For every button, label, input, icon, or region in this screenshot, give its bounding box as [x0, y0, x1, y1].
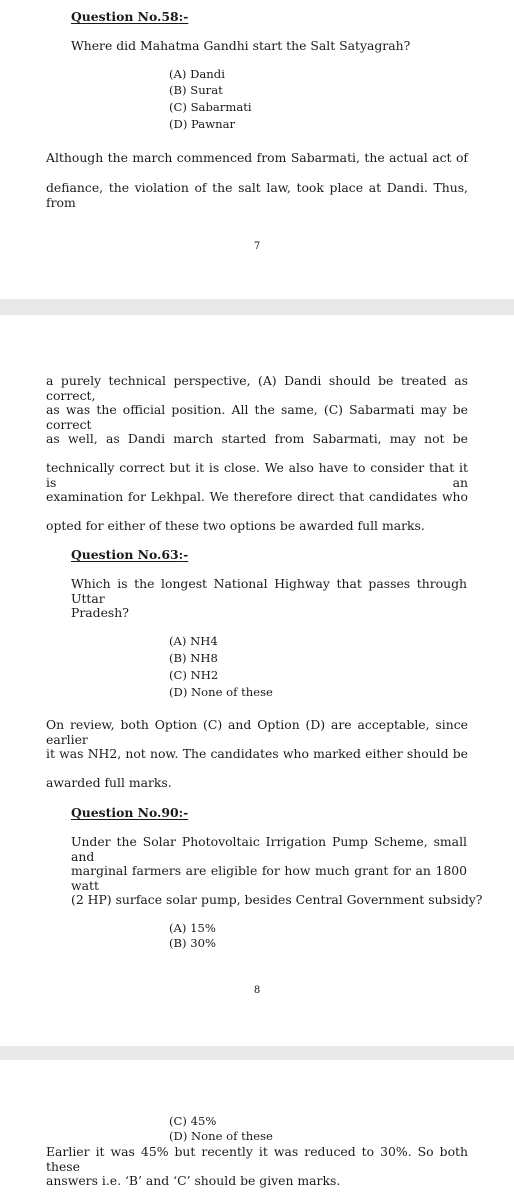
question-90-option-b: (B) 30%: [169, 936, 217, 950]
document-page-7: [0, 0, 514, 299]
question-58-explanation-line-2: defiance, the violation of the salt law, took place at Dandi. Thus, from: [46, 180, 468, 210]
question-58-continued-line-3: as well, as Dandi march started from Sabarmati, may not be: [46, 431, 468, 446]
question-58-continued-line-2: as was the official position. All the same, (C) Sabarmati may be correct: [46, 402, 468, 432]
question-58-option-d: (D) Pawnar: [169, 117, 236, 131]
question-90-heading: Question No.90:-: [71, 805, 189, 820]
question-58-continued-line-1: a purely technical perspective, (A) Dandi should be treated as correct,: [46, 373, 468, 403]
question-90-option-d: (D) None of these: [169, 1129, 273, 1143]
question-58-explanation-line-1: Although the march commenced from Sabarmati, the actual act of: [46, 150, 468, 165]
question-63-text-line-2: Pradesh?: [71, 605, 129, 620]
question-90-text-line-1: Under the Solar Photovoltaic Irrigation Pump Scheme, small and: [71, 834, 467, 864]
question-63-option-b: (B) NH8: [169, 651, 218, 665]
question-58-option-a: (A) Dandi: [169, 67, 225, 81]
page-number: 8: [253, 985, 261, 996]
question-63-explanation-line-2: it was NH2, not now. The candidates who marked either should be: [46, 746, 468, 761]
question-58-option-c: (C) Sabarmati: [169, 100, 252, 114]
question-58-continued-line-4: technically correct but it is close. We also have to consider that it is an: [46, 460, 468, 490]
document-page-8: [0, 315, 514, 1046]
question-63-text-line-1: Which is the longest National Highway that passes through Uttar: [71, 576, 467, 606]
question-63-heading: Question No.63:-: [71, 547, 189, 562]
question-90-text-line-3: (2 HP) surface solar pump, besides Central Government subsidy?: [71, 892, 483, 907]
question-63-option-c: (C) NH2: [169, 668, 219, 682]
question-90-text-line-2: marginal farmers are eligible for how much grant for an 1800 watt: [71, 863, 467, 893]
question-90-option-c: (C) 45%: [169, 1114, 217, 1128]
question-63-explanation-line-3: awarded full marks.: [46, 775, 172, 790]
question-63-explanation-line-1: On review, both Option (C) and Option (D) are acceptable, since earlier: [46, 717, 468, 747]
question-90-explanation-line-2: answers i.e. ‘B’ and ‘C’ should be given marks.: [46, 1173, 341, 1188]
question-63-option-d: (D) None of these: [169, 685, 273, 699]
page-number: 7: [253, 241, 261, 252]
question-58-continued-line-6: opted for either of these two options be awarded full marks.: [46, 518, 425, 533]
question-58-option-b: (B) Surat: [169, 83, 223, 97]
question-58-continued-line-5: examination for Lekhpal. We therefore direct that candidates who: [46, 489, 468, 504]
question-58-heading: Question No.58:-: [71, 9, 189, 24]
question-90-option-a: (A) 15%: [169, 921, 216, 935]
question-90-explanation-line-1: Earlier it was 45% but recently it was reduced to 30%. So both these: [46, 1144, 468, 1174]
question-63-option-a: (A) NH4: [169, 634, 218, 648]
question-58-text: Where did Mahatma Gandhi start the Salt Satyagrah?: [71, 38, 411, 53]
document-page-9: [0, 1060, 514, 1200]
